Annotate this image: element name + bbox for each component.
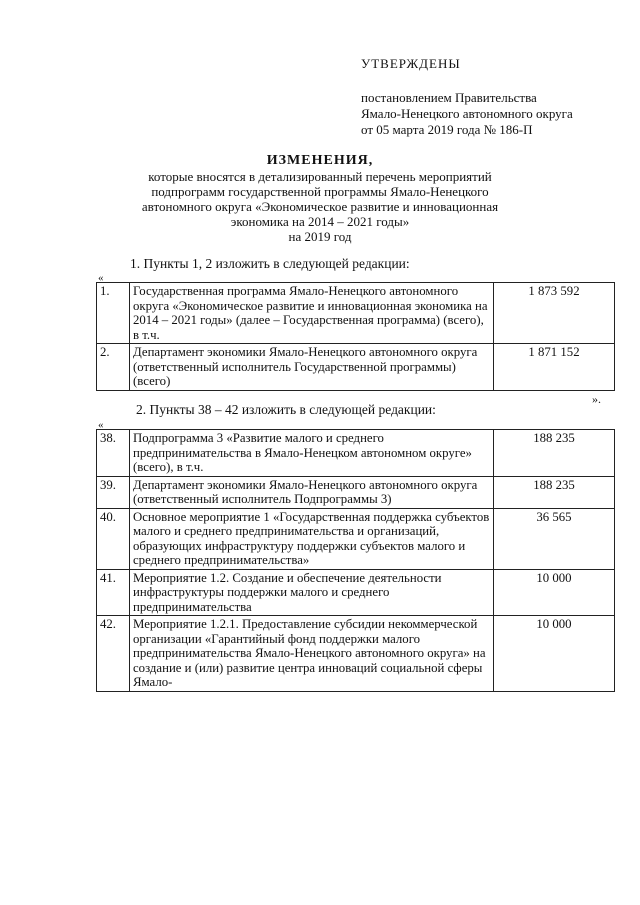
title-line-1: которые вносятся в детализированный перечень мероприятий	[148, 169, 492, 184]
row-value: 1 873 592	[494, 283, 615, 344]
row-value: 10 000	[494, 569, 615, 616]
section-1-close-quote: ».	[592, 392, 601, 406]
table-row	[97, 476, 615, 508]
table-row	[97, 283, 615, 344]
section-1-open-quote: «	[98, 272, 104, 284]
title-line-4: экономика на 2014 – 2021 годы»	[230, 214, 410, 229]
row-description: Государственная программа Ямало-Ненецкого автономного округа «Экономическое развитие и инновационная экономика на 2014 – 2021 годы» (далее – Государственная программа) (всего), в т.ч.	[130, 283, 494, 344]
section-1-instruction: 1. Пункты 1, 2 изложить в следующей редакции:	[130, 256, 410, 271]
row-description: Департамент экономики Ямало-Ненецкого автономного округа (ответственный исполнитель Государственной программы) (всего)	[130, 344, 494, 391]
table-row	[97, 508, 615, 569]
section-2-table	[96, 429, 615, 692]
table-row	[97, 616, 615, 692]
row-number: 38.	[97, 430, 130, 477]
row-number: 42.	[97, 616, 130, 692]
approval-line-2: Ямало-Ненецкого автономного округа	[361, 106, 573, 121]
row-value: 188 235	[494, 430, 615, 477]
row-number: 39.	[97, 476, 130, 508]
document-title	[70, 153, 570, 244]
title-main: ИЗМЕНЕНИЯ,	[266, 153, 374, 168]
section-1-table	[96, 282, 615, 391]
row-description: Департамент экономики Ямало-Ненецкого автономного округа (ответственный исполнитель Подпрограммы 3)	[130, 476, 494, 508]
row-value: 36 565	[494, 508, 615, 569]
section-2-instruction: 2. Пункты 38 – 42 изложить в следующей редакции:	[136, 402, 436, 417]
row-number: 41.	[97, 569, 130, 616]
row-number: 2.	[97, 344, 130, 391]
approval-heading: УТВЕРЖДЕНЫ	[361, 56, 461, 71]
approval-block	[361, 56, 573, 138]
row-description: Мероприятие 1.2.1. Предоставление субсидии некоммерческой организации «Гарантийный фонд поддержки малого предпринимательства Ямало-Ненецкого автономного округа» на создание и (или) развитие центра инноваций социальной сферы Ямало-	[130, 616, 494, 692]
approval-line-3: от 05 марта 2019 года № 186-П	[361, 122, 533, 137]
row-value: 1 871 152	[494, 344, 615, 391]
row-value: 188 235	[494, 476, 615, 508]
row-number: 40.	[97, 508, 130, 569]
row-description: Подпрограмма 3 «Развитие малого и среднего предпринимательства в Ямало-Ненецком автономном округе» (всего), в т.ч.	[130, 430, 494, 477]
section-2-open-quote: «	[98, 419, 104, 431]
table-row	[97, 430, 615, 477]
row-description: Мероприятие 1.2. Создание и обеспечение деятельности инфраструктуры поддержки малого и среднего предпринимательства	[130, 569, 494, 616]
title-line-5: на 2019 год	[288, 229, 352, 244]
approval-line-1: постановлением Правительства	[361, 90, 537, 105]
title-line-3: автономного округа «Экономическое развитие и инновационная	[141, 199, 499, 214]
table-row	[97, 569, 615, 616]
row-value: 10 000	[494, 616, 615, 692]
row-description: Основное мероприятие 1 «Государственная поддержка субъектов малого и среднего предпринимательства и организаций, образующих инфраструктуру поддержки субъектов малого и среднего предпринимательства»	[130, 508, 494, 569]
table-row	[97, 344, 615, 391]
title-line-2: подпрограмм государственной программы Ямало-Ненецкого	[151, 184, 489, 199]
row-number: 1.	[97, 283, 130, 344]
